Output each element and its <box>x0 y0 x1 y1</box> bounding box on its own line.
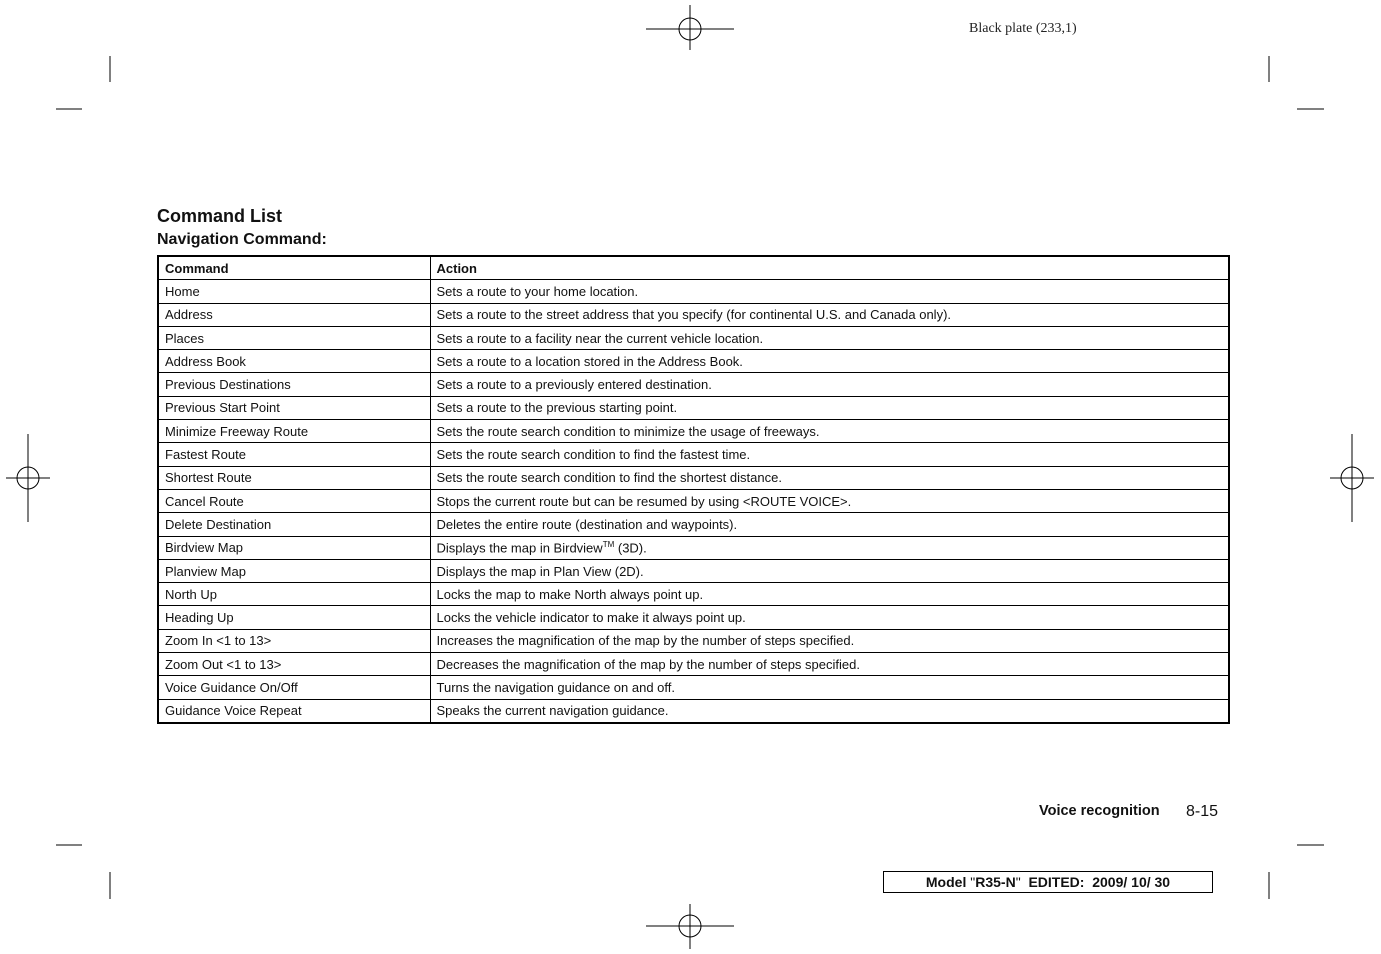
command-cell: Delete Destination <box>158 513 430 536</box>
command-cell: Places <box>158 326 430 349</box>
table-row <box>158 629 1229 652</box>
action-cell <box>430 536 1229 559</box>
section-title: Command List <box>157 206 283 226</box>
table-row <box>158 489 1229 512</box>
command-cell: Address <box>158 303 430 326</box>
table-row <box>158 443 1229 466</box>
edited-label: EDITED: <box>1028 874 1085 890</box>
action-cell: Sets a route to the previous starting point. <box>430 396 1229 419</box>
table-row <box>158 513 1229 536</box>
page-number: 8-15 <box>1186 803 1219 820</box>
table-row <box>158 326 1229 349</box>
command-table <box>157 255 1230 724</box>
table-row <box>158 280 1229 303</box>
command-cell: Guidance Voice Repeat <box>158 699 430 723</box>
action-cell: Increases the magnification of the map by the number of steps specified. <box>430 629 1229 652</box>
table-row <box>158 466 1229 489</box>
action-cell: Deletes the entire route (destination and waypoints). <box>430 513 1229 536</box>
column-header-command: Command <box>158 256 430 280</box>
command-cell: Zoom Out <1 to 13> <box>158 653 430 676</box>
command-cell: Planview Map <box>158 559 430 582</box>
action-cell: Sets a route to a location stored in the Address Book. <box>430 350 1229 373</box>
model-close-quote: " <box>1015 874 1021 890</box>
trademark-superscript: TM <box>602 540 615 550</box>
action-cell: Displays the map in Plan View (2D). <box>430 559 1229 582</box>
model-label: Model <box>925 874 967 890</box>
action-cell: Speaks the current navigation guidance. <box>430 699 1229 723</box>
action-cell: Sets the route search condition to find the shortest distance. <box>430 466 1229 489</box>
action-cell: Sets the route search condition to find the fastest time. <box>430 443 1229 466</box>
model-open-quote: " <box>970 874 976 890</box>
action-cell: Sets a route to a facility near the current vehicle location. <box>430 326 1229 349</box>
table-row <box>158 396 1229 419</box>
command-cell: Heading Up <box>158 606 430 629</box>
command-cell: Voice Guidance On/Off <box>158 676 430 699</box>
command-cell: Address Book <box>158 350 430 373</box>
action-cell: Sets a route to a previously entered destination. <box>430 373 1229 396</box>
action-cell: Turns the navigation guidance on and off. <box>430 676 1229 699</box>
table-row <box>158 420 1229 443</box>
action-cell: Locks the map to make North always point up. <box>430 583 1229 606</box>
command-cell: Fastest Route <box>158 443 430 466</box>
action-text-suffix: (3D). <box>614 540 647 556</box>
table-row <box>158 653 1229 676</box>
command-cell: Minimize Freeway Route <box>158 420 430 443</box>
command-cell: Previous Destinations <box>158 373 430 396</box>
section-subtitle: Navigation Command: <box>157 231 327 248</box>
table-header-row <box>158 256 1229 280</box>
table-row <box>158 676 1229 699</box>
action-cell: Sets the route search condition to minimize the usage of freeways. <box>430 420 1229 443</box>
table-row <box>158 536 1229 559</box>
command-cell: Birdview Map <box>158 536 430 559</box>
command-cell: North Up <box>158 583 430 606</box>
table-row <box>158 583 1229 606</box>
action-cell: Sets a route to your home location. <box>430 280 1229 303</box>
action-cell: Decreases the magnification of the map by the number of steps specified. <box>430 653 1229 676</box>
action-cell: Stops the current route but can be resumed by using <ROUTE VOICE>. <box>430 489 1229 512</box>
command-cell: Zoom In <1 to 13> <box>158 629 430 652</box>
model-name: R35-N <box>975 874 1016 890</box>
action-cell: Sets a route to the street address that you specify (for continental U.S. and Canada only). <box>430 303 1229 326</box>
table-row <box>158 303 1229 326</box>
column-header-action: Action <box>430 256 1229 280</box>
table-row <box>158 699 1229 723</box>
command-cell: Previous Start Point <box>158 396 430 419</box>
action-cell: Locks the vehicle indicator to make it always point up. <box>430 606 1229 629</box>
command-cell: Cancel Route <box>158 489 430 512</box>
model-edited-box <box>883 871 1213 893</box>
table-row <box>158 559 1229 582</box>
command-cell: Home <box>158 280 430 303</box>
command-cell: Shortest Route <box>158 466 430 489</box>
table-row <box>158 606 1229 629</box>
action-text: Displays the map in Birdview <box>436 540 603 556</box>
table-row <box>158 350 1229 373</box>
black-plate-label: Black plate (233,1) <box>969 21 1077 36</box>
edited-date: 2009/ 10/ 30 <box>1092 874 1171 890</box>
table-row <box>158 373 1229 396</box>
footer-section-name: Voice recognition <box>1039 803 1160 819</box>
